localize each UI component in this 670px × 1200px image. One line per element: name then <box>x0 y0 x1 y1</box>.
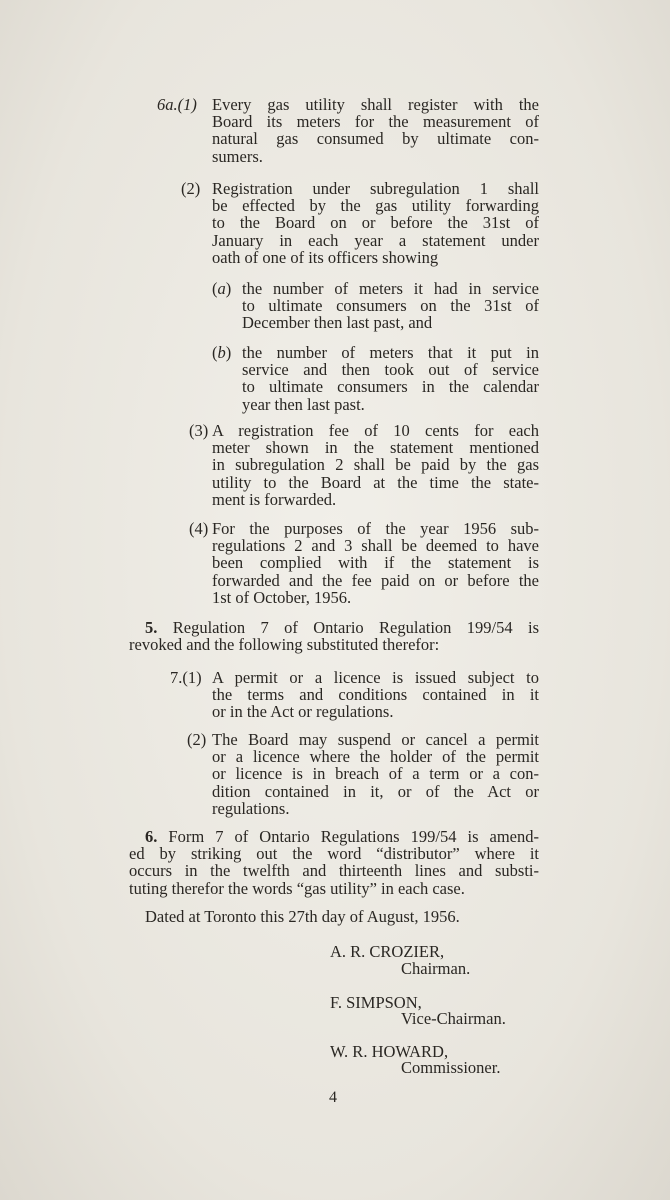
reg-6a-1-number: 6a.(1) <box>157 95 197 114</box>
reg-6a-2-number: (2) <box>181 179 201 198</box>
reg-7-1-number: 7.(1) <box>170 668 202 687</box>
signatory-title: Vice-Chairman. <box>401 1009 506 1028</box>
item-b-label: (b) <box>212 343 232 362</box>
reg-6a-4-text: For the purposes of the year 1956 sub- regulations 2 and 3 shall be deemed to have been complied with if the statement is forwarded and the fee paid on or before the 1st of October, 1956. <box>212 519 539 607</box>
reg-6a-4-number: (4) <box>189 519 209 538</box>
section-5-text: 5. Regulation 7 of Ontario Regulation 199/54 is revoked and the following substituted therefor: <box>129 618 540 655</box>
reg-6a-3-text: A registration fee of 10 cents for each meter shown in the statement mentioned in subregulation 2 shall be paid by the gas utility to the Board at the time the state- ment is forwarded. <box>212 421 539 509</box>
reg-6a-1-text: Every gas utility shall register with the Board its meters for the measurement of natural gas consumed by ultimate con- sumers. <box>212 95 539 166</box>
item-a-label: (a) <box>212 279 232 298</box>
dated-line: Dated at Toronto this 27th day of August, 1956. <box>145 907 460 926</box>
reg-6a-3-number: (3) <box>189 421 209 440</box>
item-a-text: the number of meters it had in service to ultimate consumers on the 31st of December then last past, and <box>242 279 539 333</box>
section-5-number: 5. <box>145 618 158 637</box>
item-b-text: the number of meters that it put in service and then took out of service to ultimate consumers in the calendar year then last past. <box>242 343 539 414</box>
signatory-name: A. R. CROZIER, <box>330 942 445 961</box>
signatory-title: Chairman. <box>401 959 471 978</box>
reg-7-2-text: The Board may suspend or cancel a permit or a licence where the holder of the permit or licence is in breach of a term or a con- dition contained in it, or of the Act or regulations. <box>212 730 539 818</box>
reg-6a-2-text: Registration under subregulation 1 shall be effected by the gas utility forwarding to the Board on or before the 31st of January in each year a statement under oath of one of its officers showing <box>212 179 539 267</box>
reg-7-1-text: A permit or a licence is issued subject to the terms and conditions contained in it or in the Act or regulations. <box>212 668 539 722</box>
signatory-title: Commissioner. <box>401 1058 501 1077</box>
page-number: 4 <box>329 1089 337 1106</box>
signatory-name: W. R. HOWARD, <box>330 1042 449 1061</box>
reg-7-2-number: (2) <box>187 730 207 749</box>
signatory-name: F. SIMPSON, <box>330 993 422 1012</box>
section-6-number: 6. <box>145 827 158 846</box>
section-6-text: 6. Form 7 of Ontario Regulations 199/54 is amend- ed by striking out the word “distributor” where it occurs in the twelfth and thirteenth lines and substi- tuting therefor the words “gas utility” in each case. <box>129 827 540 898</box>
